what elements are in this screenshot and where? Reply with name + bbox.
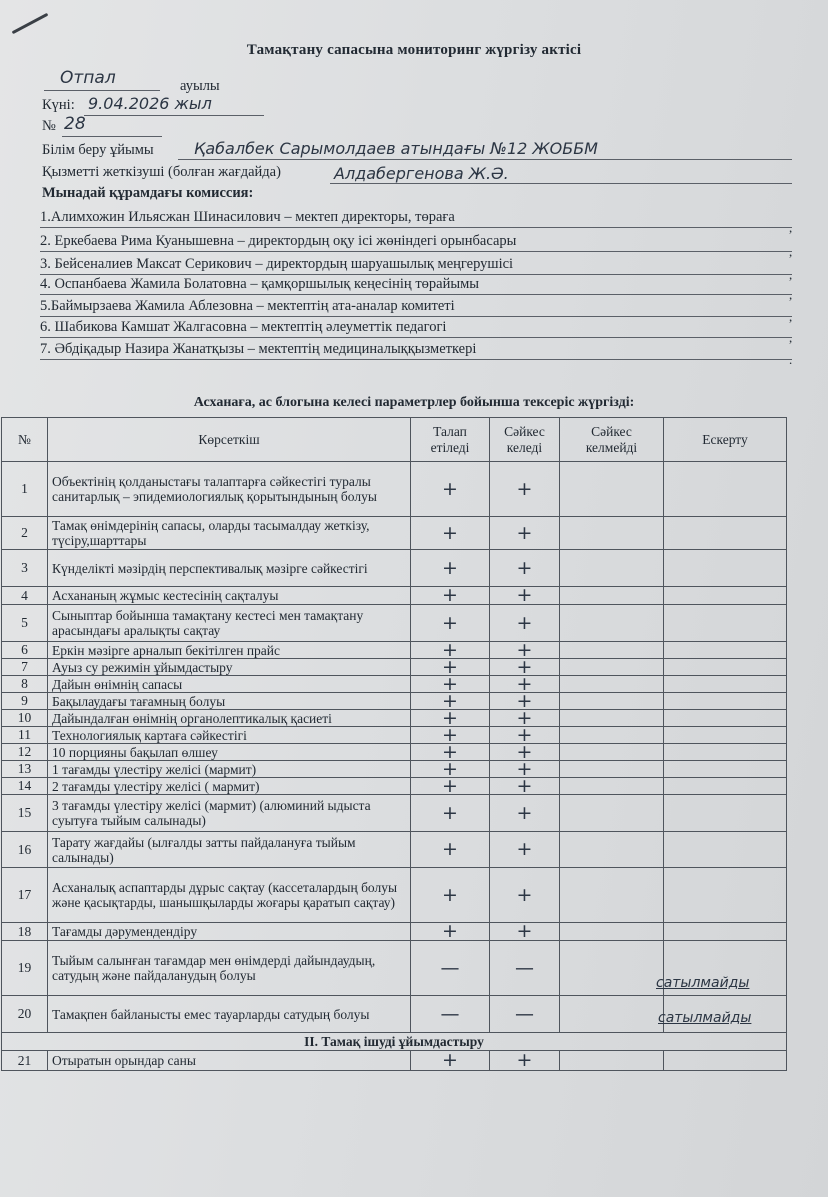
row-note	[664, 744, 787, 761]
row-noncompliant	[560, 642, 664, 659]
table-row	[2, 693, 787, 710]
commission-member-2: 2. Еркебаева Рима Куанышевна – директордың оқу ісі жөніндегі орынбасары	[40, 233, 517, 249]
village-handwritten: Отпал	[60, 68, 116, 88]
row-required: —	[411, 996, 490, 1033]
row-compliant: +	[490, 727, 560, 744]
row-note	[664, 727, 787, 744]
row-noncompliant	[560, 659, 664, 676]
row-noncompliant	[560, 1051, 664, 1071]
row-note	[664, 923, 787, 941]
date-label: Күні:	[42, 97, 75, 113]
row-compliant: +	[490, 795, 560, 832]
row-indicator: Технологиялық картаға сәйкестігі	[48, 727, 411, 744]
commission-member-3: 3. Бейсеналиев Максат Серикович – директордың шаруашылық меңгерушісі	[40, 256, 514, 272]
row-note	[664, 710, 787, 727]
org-underline	[178, 159, 792, 160]
row-required: —	[411, 941, 490, 996]
org-label: Білім беру ұйымы	[42, 142, 154, 158]
table-row	[2, 1051, 787, 1071]
row-num: 19	[2, 941, 48, 996]
row-compliant: +	[490, 642, 560, 659]
row-compliant: —	[490, 996, 560, 1033]
row-required: +	[411, 659, 490, 676]
row-note	[664, 517, 787, 550]
commission-underline-5	[40, 316, 792, 317]
village-underline	[44, 90, 160, 91]
row-noncompliant	[560, 605, 664, 642]
row-indicator: 1 тағамды үлестіру желісі (мармит)	[48, 761, 411, 778]
row-num: 13	[2, 761, 48, 778]
row-required: +	[411, 727, 490, 744]
row-required: +	[411, 744, 490, 761]
table-row	[2, 941, 787, 996]
village-suffix: ауылы	[180, 78, 220, 94]
row-indicator: 3 тағамды үлестіру желісі (мармит) (алюминий ыдыста суытуға тыйым салынады)	[48, 795, 411, 832]
section-row	[2, 1033, 787, 1051]
row-num: 18	[2, 923, 48, 941]
row-required: +	[411, 550, 490, 587]
row-compliant: +	[490, 605, 560, 642]
row-note	[664, 659, 787, 676]
row-noncompliant	[560, 778, 664, 795]
row-noncompliant	[560, 795, 664, 832]
row-noncompliant	[560, 923, 664, 941]
commission-member-7: 7. Әбдіқадыр Назира Жанатқызы – мектептің медициналыққызметкері	[40, 341, 477, 357]
row-noncompliant	[560, 462, 664, 517]
row-noncompliant	[560, 587, 664, 605]
row-indicator: Тамақ өнімдерінің сапасы, оларды тасымалдау жеткізу, түсіру,шарттары	[48, 517, 411, 550]
table-row	[2, 587, 787, 605]
table-row	[2, 517, 787, 550]
commission-label: Мынадай құрамдағы комиссия:	[42, 185, 254, 201]
table-row	[2, 727, 787, 744]
row-note	[664, 778, 787, 795]
row-noncompliant	[560, 517, 664, 550]
date-underline	[84, 115, 264, 116]
row-num: 6	[2, 642, 48, 659]
row-note	[656, 941, 787, 996]
header-required: Талап етіледі	[411, 418, 490, 462]
row-noncompliant	[560, 727, 664, 744]
row-num: 3	[2, 550, 48, 587]
commission-member-6: 6. Шабикова Камшат Жалгасовна – мектептің әлеуметтік педагогі	[40, 319, 447, 335]
pen-scratch-mark	[12, 13, 49, 34]
row-noncompliant	[560, 676, 664, 693]
handwritten-note: сатылмайды	[656, 975, 750, 991]
row-required: +	[411, 605, 490, 642]
table-row	[2, 462, 787, 517]
row-num: 11	[2, 727, 48, 744]
row-compliant: +	[490, 778, 560, 795]
header-indicator: Көрсеткіш	[48, 418, 411, 462]
row-indicator: Асханалық аспаптарды дұрыс сақтау (кассеталардың болуы және қасықтарды, шанышқыларды жоғары қаратып сақтау)	[48, 868, 411, 923]
row-compliant: +	[490, 462, 560, 517]
row-required: +	[411, 795, 490, 832]
table-row	[2, 761, 787, 778]
row-indicator: Күнделікті мәзірдің перспективалық мәзірге сәйкестігі	[48, 550, 411, 587]
table-header-row	[2, 418, 787, 462]
row-note	[664, 642, 787, 659]
row-num: 9	[2, 693, 48, 710]
table-row	[2, 996, 787, 1033]
row-indicator: Тағамды дәрумендендіру	[48, 923, 411, 941]
row-required: +	[411, 778, 490, 795]
row-num: 5	[2, 605, 48, 642]
commission-underline-3	[40, 274, 792, 275]
row-required: +	[411, 676, 490, 693]
row-compliant: +	[490, 923, 560, 941]
handwritten-note: сатылмайды	[658, 1010, 752, 1026]
row-compliant: +	[490, 832, 560, 868]
inspection-title: Асханаға, ас блогына келесі параметрлер бойынша тексеріс жүргізді:	[193, 395, 635, 410]
row-required: +	[411, 761, 490, 778]
row-required: +	[411, 462, 490, 517]
commission-underline-2	[40, 251, 792, 252]
row-compliant: +	[490, 1051, 560, 1071]
table-row	[2, 868, 787, 923]
row-num: 10	[2, 710, 48, 727]
row-note	[664, 868, 787, 923]
table-row	[2, 795, 787, 832]
row-noncompliant	[560, 693, 664, 710]
row-required: +	[411, 693, 490, 710]
row-compliant: +	[490, 761, 560, 778]
table-row	[2, 778, 787, 795]
row-note	[664, 550, 787, 587]
row-noncompliant	[560, 550, 664, 587]
row-required: +	[411, 517, 490, 550]
row-compliant: +	[490, 550, 560, 587]
row-indicator: Тарату жағдайы (ылғалды затты пайдалануға тыйым салынады)	[48, 832, 411, 868]
row-num: 2	[2, 517, 48, 550]
row-note	[664, 761, 787, 778]
row-required: +	[411, 710, 490, 727]
table-row	[2, 605, 787, 642]
header-compliant: Сәйкес келеді	[490, 418, 560, 462]
document-page: Тамақтану сапасына мониторинг жүргізу актісі Отпал ауылы Күні: 9.04.2026 жыл № 28 Білім беру ұйымы Қабалбек Сарымолдаев атындағы №12 ЖОББМ Қызметті жеткізуші (болған жағдайда) Алдабергенова Ж.Ә. Мынадай құрамдағы комиссия: 1.Алимхожин Ильясжан Шинасилович – мектеп директоры, төраға , 2. Еркебаева Рима Куанышевна – директордың оқу ісі жөніндегі орынбасары , 3. Бейсеналиев Максат Серикович – директордың шаруашылық меңгерушісі , 4. Оспанбаева Жамила Болатовна – қамқоршылық кеңесінің төрайымы , 5.Баймырзаева Жамила Аблезовна – мектептің ата-аналар комитеті , 6. Шабикова Камшат Жалгасовна – мектептің әлеуметтік педагогі , 7. Әбдіқадыр Назира Жанатқызы – мектептің медициналыққызметкері . Асханаға, ас блогына келесі параметрлер бойынша тексеріс жүргізді: № Көрсеткіш Талап етіледі Сәйкес келеді Сәйкес келмейді Ескерту 1 Объектінің қолданыстағы талаптарға сәйкестігі туралы санитарлық – эпидемиологиялық қорытындының болуы + + 2 Тамақ өнімдерінің сапасы, оларды тасымалдау жеткізу, түсіру,шарттары + + 3 Күнделікті мәзірдің перспективалық мәзірге сәйкестігі + + 4 Асхананың жұмыс кестесінің сақталуы + + 5 Сыныптар бойынша тамақтану кестесі мен тамақтану арасындағы аралықты сақтау + + 6 Еркін мәзірге арналып бекітілген прайс + + 7 Ауыз су режимін ұйымдастыру + + 8 Дайын өнімнің сапасы + + 9 Бақылаудағы тағамның болуы + + 10 Дайындалған өнімнің органолептикалық қасиеті + + 11 Технологиялық картаға сәйкестігі + + 12 10 порцияны бақылап өлшеу + + 13 1 тағамды үлестіру желісі (мармит) + + 14 2 тағамды үлестіру желісі ( мармит) + + 15 3 тағамды үлестіру желісі (мармит) (алюминий ыдыста суытуға тыйым салынады) + + 16 Тарату жағдайы (ылғалды затты пайдалануға тыйым салынады) + + 17 Асханалық аспаптарды дұрыс сақтау (кассеталардың болуы және қасықтарды, шанышқыларды жоғары қаратып сақтау) + + 18 Тағамды дәрумендендіру + + 19 Тыйым салынған тағамдар мен өнімдерді дайындаудың, сатудың және пайдаланудың болуы — — сатылмайды 20 Тамақпен байланысты емес тауарларды сатудың болуы — — сатылмайды ІІ. Тамақ ішуді ұйымдастыру 21 Отыратын орындар саны + +	[0, 0, 828, 1197]
row-required: +	[411, 868, 490, 923]
row-noncompliant	[560, 744, 664, 761]
row-compliant: +	[490, 587, 560, 605]
row-noncompliant	[560, 832, 664, 868]
row-num: 20	[2, 996, 48, 1033]
table-row	[2, 642, 787, 659]
table-row	[2, 550, 787, 587]
row-required: +	[411, 923, 490, 941]
row-noncompliant	[560, 761, 664, 778]
provider-underline	[330, 183, 792, 184]
row-num: 7	[2, 659, 48, 676]
row-compliant: +	[490, 517, 560, 550]
row-num: 15	[2, 795, 48, 832]
section-2-title: ІІ. Тамақ ішуді ұйымдастыру	[2, 1033, 787, 1051]
header-noncompliant: Сәйкес келмейді	[560, 418, 664, 462]
row-note	[664, 832, 787, 868]
row-compliant: +	[490, 868, 560, 923]
row-indicator: Дайын өнімнің сапасы	[48, 676, 411, 693]
row-compliant: +	[490, 676, 560, 693]
table-row	[2, 923, 787, 941]
commission-underline-1	[40, 227, 792, 228]
commission-member-1: 1.Алимхожин Ильясжан Шинасилович – мектеп директоры, төраға	[40, 209, 455, 225]
number-handwritten: 28	[64, 114, 86, 134]
row-num: 12	[2, 744, 48, 761]
row-indicator: Объектінің қолданыстағы талаптарға сәйкестігі туралы санитарлық – эпидемиологиялық қорытындының болуы	[48, 462, 411, 517]
row-note	[664, 795, 787, 832]
row-compliant: —	[490, 941, 560, 996]
org-handwritten: Қабалбек Сарымолдаев атындағы №12 ЖОББМ	[194, 139, 598, 158]
row-indicator: Тыйым салынған тағамдар мен өнімдерді дайындаудың, сатудың және пайдаланудың болуы	[48, 941, 411, 996]
header-note: Ескерту	[664, 418, 787, 462]
number-label: №	[42, 118, 56, 134]
row-num: 8	[2, 676, 48, 693]
number-underline	[62, 136, 162, 137]
row-compliant: +	[490, 710, 560, 727]
row-compliant: +	[490, 659, 560, 676]
row-noncompliant	[560, 710, 664, 727]
row-note	[664, 605, 787, 642]
row-note	[664, 693, 787, 710]
row-indicator: Тамақпен байланысты емес тауарларды сатудың болуы	[48, 996, 411, 1033]
row-required: +	[411, 642, 490, 659]
header-num: №	[2, 418, 48, 462]
row-num: 16	[2, 832, 48, 868]
table-row	[2, 676, 787, 693]
row-compliant: +	[490, 744, 560, 761]
row-num: 1	[2, 462, 48, 517]
commission-underline-7	[40, 359, 792, 360]
row-noncompliant	[560, 868, 664, 923]
inspection-table	[1, 417, 787, 1071]
provider-handwritten: Алдабергенова Ж.Ә.	[334, 164, 509, 183]
provider-label: Қызметті жеткізуші (болған жағдайда)	[42, 164, 281, 180]
commission-member-4: 4. Оспанбаева Жамила Болатовна – қамқоршылық кеңесінің төрайымы	[40, 276, 480, 292]
row-indicator: Сыныптар бойынша тамақтану кестесі мен тамақтану арасындағы аралықты сақтау	[48, 605, 411, 642]
row-indicator: Отыратын орындар саны	[48, 1051, 411, 1071]
row-num: 21	[2, 1051, 48, 1071]
commission-underline-4	[40, 294, 792, 295]
row-num: 4	[2, 587, 48, 605]
row-compliant: +	[490, 693, 560, 710]
row-note	[664, 587, 787, 605]
row-noncompliant	[560, 941, 664, 996]
row-num: 14	[2, 778, 48, 795]
row-indicator: 2 тағамды үлестіру желісі ( мармит)	[48, 778, 411, 795]
row-note	[664, 462, 787, 517]
row-note	[664, 1051, 787, 1071]
row-indicator: Бақылаудағы тағамның болуы	[48, 693, 411, 710]
row-num: 17	[2, 868, 48, 923]
date-handwritten: 9.04.2026 жыл	[88, 94, 212, 113]
row-required: +	[411, 587, 490, 605]
table-row	[2, 744, 787, 761]
table-row	[2, 710, 787, 727]
row-indicator: Ауыз су режимін ұйымдастыру	[48, 659, 411, 676]
commission-member-5: 5.Баймырзаева Жамила Аблезовна – мектептің ата-аналар комитеті	[40, 298, 455, 314]
row-note	[664, 676, 787, 693]
table-row	[2, 659, 787, 676]
commission-underline-6	[40, 337, 792, 338]
row-indicator: Асхананың жұмыс кестесінің сақталуы	[48, 587, 411, 605]
row-indicator: Дайындалған өнімнің органолептикалық қасиеті	[48, 710, 411, 727]
row-required: +	[411, 832, 490, 868]
document-title: Тамақтану сапасына мониторинг жүргізу актісі	[246, 42, 582, 58]
table-row	[2, 832, 787, 868]
row-indicator: Еркін мәзірге арналып бекітілген прайс	[48, 642, 411, 659]
row-noncompliant	[560, 996, 664, 1033]
row-required: +	[411, 1051, 490, 1071]
row-indicator: 10 порцияны бақылап өлшеу	[48, 744, 411, 761]
row-note	[658, 996, 787, 1033]
